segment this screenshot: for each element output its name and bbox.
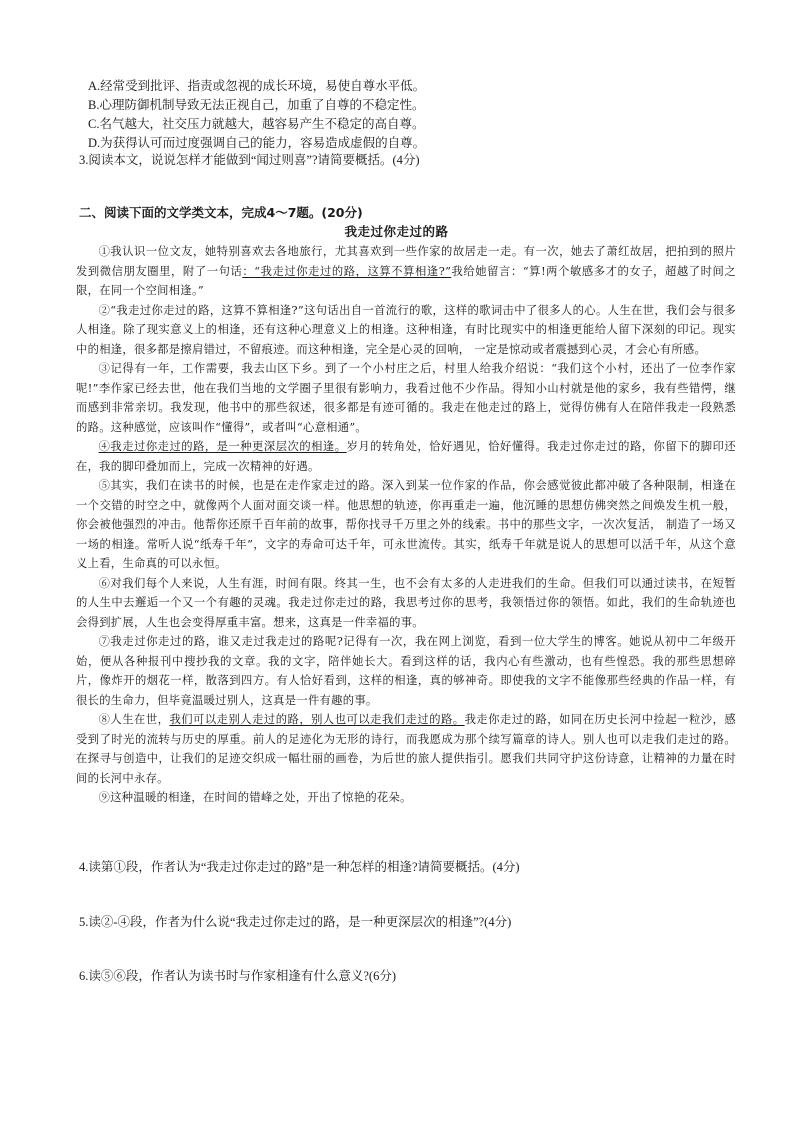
paragraph-1	[76, 242, 736, 301]
article-body	[76, 242, 736, 808]
question-5: 5.读②-④段，作者为什么说“我走过你走过的路，是一种更深层次的相逢”?(4分)	[79, 915, 512, 929]
paragraph-5-text: ⑤其实，我们在读书的时候，也是在走作家走过的路。深入到某一位作家的作品，你会感觉彼此都冲破了各种限制，相逢在一个交错的时空之中，就像两个人面对面交谈一样。他思想的轨迹，你再重走一遍，他沉睡的思想仿佛突然之间焕发生机一般，你会被他强烈的冲击。他帮你还原千百年前的故事，帮你找寻千万里之外的线索。书中的那些文字，一次次复活， 制造了一场又一场的相逢。常听人说“纸寿千年”，文字的寿命可达千年，可永世流传。其实，纸寿千年就是说人的思想可以活千年，从这个意义上看，生命真的可以永恒。	[76, 479, 736, 570]
article-title: 我走过你走过的路	[344, 224, 449, 239]
paragraph-7	[76, 632, 736, 710]
option-a: A.经常受到批评、指责或忽视的成长环境，易使自尊水平低。	[88, 79, 426, 93]
paragraph-2	[76, 301, 736, 360]
paragraph-3	[76, 359, 736, 437]
paragraph-8-text: ⑧人生在世，	[98, 713, 170, 726]
option-b: B.心理防御机制导致无法正视自己，加重了自尊的不稳定性。	[88, 98, 425, 112]
question-4: 4.读第①段，作者认为“我走过你走过的路”是一种怎样的相逢?请简要概括。(4分)	[79, 860, 520, 874]
paragraph-5	[76, 476, 736, 574]
section-heading: 二、阅读下面的文学类文本，完成4～7题。(20分)	[79, 205, 363, 220]
paragraph-4	[76, 437, 736, 476]
paragraph-8-text-end: 我走你走过的路，如同在历史长河中捡起一粒沙，感受到了时光的流转与历史的厚重。前人的足迹化为无形的诗行，而我愿成为那个续写篇章的诗人。别人也可以走我们走过的路。在探寻与创造中，让我们的足迹交织成一幅壮丽的画卷，为后世的旅人提供指引。愿我们共同守护这份诗意，让精神的力量在时间的长河中永存。	[76, 713, 736, 785]
option-d: D.为获得认可而过度强调自己的能力，容易造成虚假的自尊。	[88, 136, 426, 150]
question-3: 3.阅读本文，说说怎样才能做到“闻过则喜”?请简要概括。(4分)	[79, 153, 420, 167]
paragraph-8-underlined: 我们可以走别人走过的路，别人也可以走我们走过的路。	[169, 713, 465, 726]
paragraph-2-text: ②“我走过你走过的路，这算不算相逢?”这句话出自一首流行的歌，这样的歌词击中了很多人的心。人生在世，我们会与很多人相逢。除了现实意义上的相逢，还有这种心理意义上的相逢。这种相逢，有时比现实中的相逢更能给人留下深刻的印记。现实中的相逢，很多都是擦肩错过，不留痕迹。而这种相逢，完全是心灵的回响， 一定是惊动或者震撼到心灵，才会心有所感。	[76, 303, 736, 356]
paragraph-1-text: ①我认识一位文友，她特别喜欢去各地旅行，尤其喜欢到一些作家的故居走一走。有一次，她去了萧红故居，把拍到的照片发到微信朋友圈里，附了一句话	[76, 245, 736, 278]
paragraph-1-text-end: 我给她留言：“算!两个敏感多才的女子，超越了时间之限，在同一个空间相逢。”	[76, 264, 737, 297]
paragraph-8	[76, 710, 736, 788]
paragraph-4-underlined: ④我走过你走过的路，是一种更深层次的相逢。	[98, 440, 347, 453]
paragraph-7-text: ⑦我走过你走过的路，谁又走过我走过的路呢?记得有一次，我在网上浏览，看到一位大学生的博客。她说从初中二年级开始，便从各种报刊中搜抄我的文章。我的文字，陪伴她长大。看到这样的话，我内心有些激动，也有些惶恐。我的那些思想碎片，像炸开的烟花一样，散落到四方。有人恰好看到，这样的相逢，真的够神奇。即使我的文字不能像那些经典的作品一样，有很长的生命力，但毕竟温暖过别人，这真是一件有趣的事。	[76, 635, 736, 707]
paragraph-4-text-end: 岁月的转角处，恰好遇见，恰好懂得。我走过你走过的路，你留下的脚印还在，我的脚印叠加而上，完成一次精神的好遇。	[76, 440, 736, 473]
paragraph-6-text: ⑥对我们每个人来说，人生有涯，时间有限。终其一生，也不会有太多的人走进我们的生命。但我们可以通过读书，在短暂的人生中去邂逅一个又一个有趣的灵魂。我走过你走过的路，我思考过你的思考，我领悟过你的领悟。如此，我们的生命轨迹也会得到扩展，人生也会变得厚重丰富。想来，这真是一件幸福的事。	[76, 576, 736, 629]
paragraph-6	[76, 574, 736, 633]
paragraph-9-text: ⑨这种温暖的相逢，在时间的错峰之处，开出了惊艳的花朵。	[98, 791, 412, 804]
question-6: 6.读⑤⑥段，作者认为读书时与作家相逢有什么意义?(6分)	[79, 969, 396, 983]
paragraph-9	[76, 788, 736, 808]
option-c: C.名气越大，社交压力就越大，越容易产生不稳定的高自尊。	[88, 117, 425, 131]
paragraph-1-underlined: ：“我走过你走过的路，这算不算相逢?”	[242, 264, 452, 278]
paragraph-3-text: ③记得有一年，工作需要，我去山区下乡。到了一个小村庄之后，村里人给我介绍说：“我们这个小村，还出了一位李作家呢!”李作家已经去世，他在我们当地的文学圈子里很有影响力，我看过他不少作品。得知小山村就是他的家乡，我有些错愕，继而感到非常亲切。我发现，他书中的那些叙述，很多都是有迹可循的。我走在他走过的路上，觉得仿佛有人在陪伴我走一段熟悉的路。这种感觉，应该叫作“懂得”，或者叫“心意相通”。	[76, 362, 736, 434]
